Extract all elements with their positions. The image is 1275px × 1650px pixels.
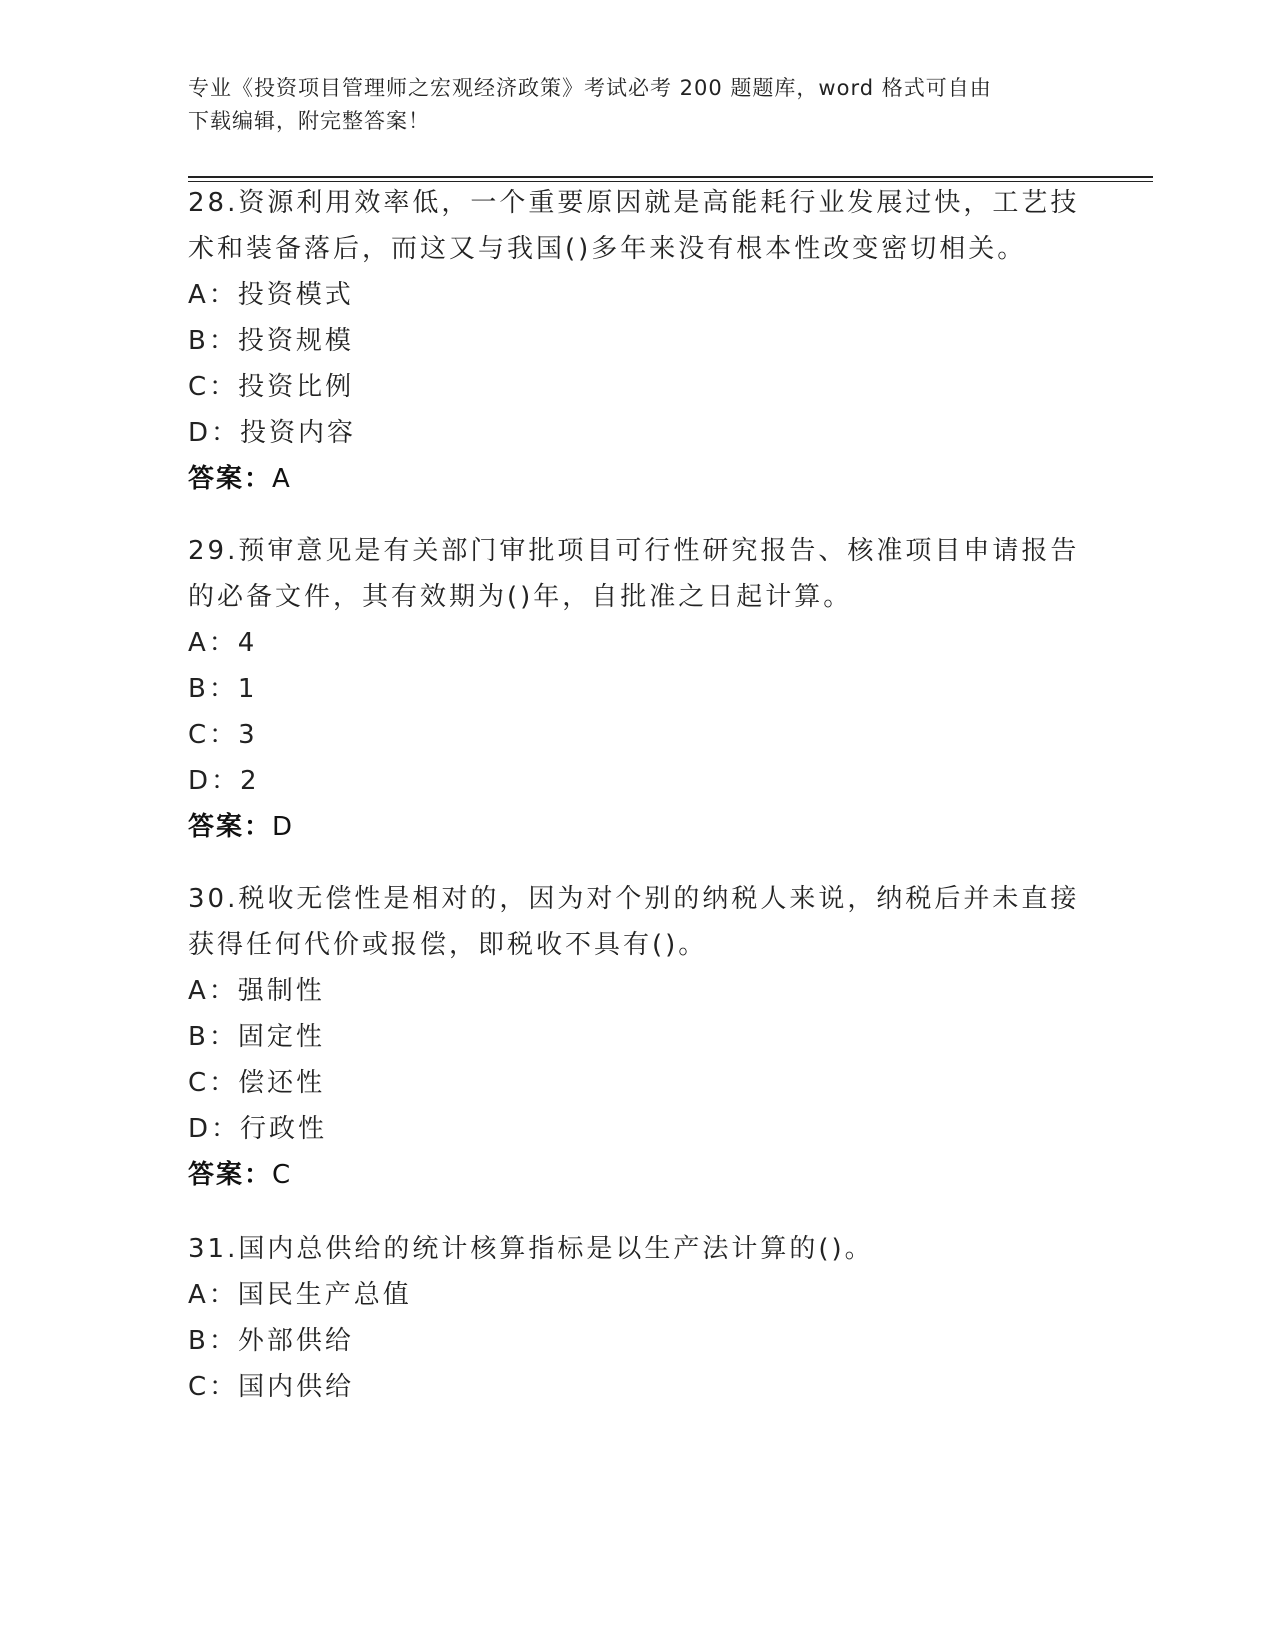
option-c: C：3 [188,720,258,750]
answer-value: D [272,812,295,842]
option-d: D：行政性 [188,1114,328,1144]
answer-label: 答案： [188,1160,273,1190]
answer-label: 答案： [188,812,273,842]
option-d: D：2 [188,766,260,796]
answer-value: A [272,464,292,494]
question-31 [188,1226,1088,1410]
option-c: C：国内供给 [188,1372,355,1402]
header-line-1: 专业《投资项目管理师之宏观经济政策》考试必考 200 题题库，word 格式可自由 [188,76,992,100]
option-b: B：1 [188,674,258,704]
question-stem: 30.税收无偿性是相对的，因为对个别的纳税人来说，纳税后并未直接获得任何代价或报偿，即税收不具有()。 [188,884,1080,960]
document-header [188,72,1068,138]
answer-label: 答案： [188,464,273,494]
option-d: D：投资内容 [188,418,357,448]
question-29 [188,528,1088,850]
option-b: B：投资规模 [188,326,354,356]
answer-line [188,804,1088,850]
question-30 [188,876,1088,1198]
option-b: B：外部供给 [188,1326,354,1356]
header-line-2: 下载编辑，附完整答案！ [188,109,430,133]
answer-value: C [272,1160,293,1190]
option-c: C：偿还性 [188,1068,326,1098]
option-a: A：4 [188,628,258,658]
answer-line [188,456,1088,502]
question-28 [188,180,1088,502]
answer-line [188,1152,1088,1198]
option-a: A：国民生产总值 [188,1280,412,1310]
option-c: C：投资比例 [188,372,355,402]
option-a: A：强制性 [188,976,325,1006]
header-divider [188,176,1153,178]
question-stem: 28.资源利用效率低，一个重要原因就是高能耗行业发展过快，工艺技术和装备落后，而这又与我国()多年来没有根本性改变密切相关。 [188,188,1080,264]
option-a: A：投资模式 [188,280,354,310]
question-stem: 31.国内总供给的统计核算指标是以生产法计算的()。 [188,1234,874,1264]
option-b: B：固定性 [188,1022,325,1052]
question-stem: 29.预审意见是有关部门审批项目可行性研究报告、核准项目申请报告的必备文件，其有效期为()年，自批准之日起计算。 [188,536,1080,612]
